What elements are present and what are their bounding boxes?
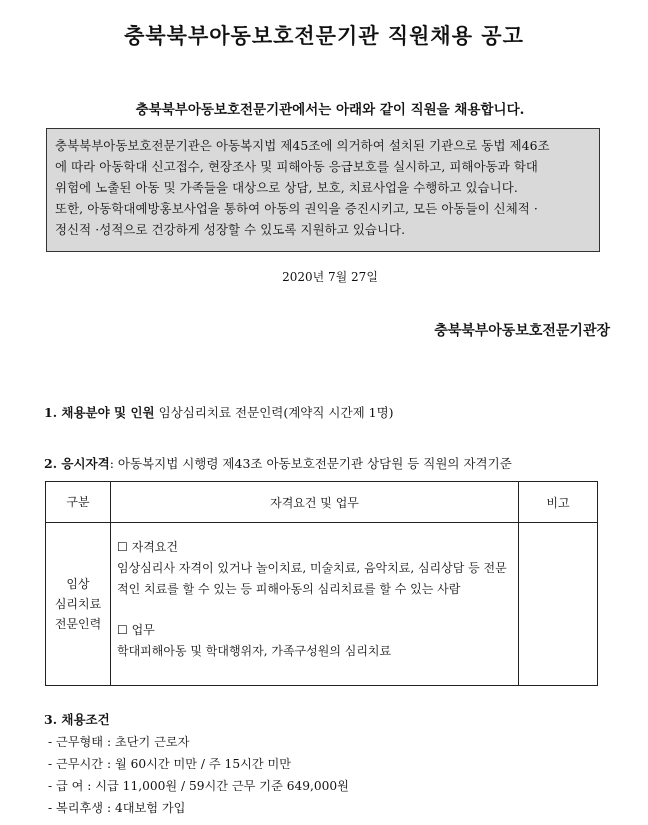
requirements-table <box>45 481 598 686</box>
intro-line: 충북북부아동보호전문기관은 아동복지법 제45조에 의거하여 설치된 기관으로 동법 제46조 <box>55 138 550 153</box>
qualification-line: 임상심리사 자격이 있거나 놀이치료, 미술치료, 음악치료, 심리상담 등 전문 <box>117 561 507 575</box>
header-category: 구분 <box>46 482 111 523</box>
category-cell <box>46 523 111 686</box>
intro-line: 또한, 아동학대예방홍보사업을 통하여 아동의 권익을 증진시키고, 모든 아동들이 신체적 · <box>55 201 538 216</box>
signer-name: 충북북부아동보호전문기관장 <box>434 323 610 339</box>
category-line: 전문인력 <box>54 617 102 631</box>
header-requirements: 자격요건 및 업무 <box>111 482 519 523</box>
section-text: : 아동복지법 시행령 제43조 아동보호전문기관 상담원 등 직원의 자격기준 <box>109 456 512 471</box>
intro-line: 위험에 노출된 아동 및 가족들을 대상으로 상담, 보호, 치료사업을 수행하고 있습니다. <box>55 180 518 195</box>
section-conditions: 3. 채용조건 <box>44 712 110 727</box>
condition-item: - 급 여 : 시급 11,000원 / 59시간 근무 기준 649,000원 <box>48 779 349 793</box>
duty-title: ☐ 업무 <box>117 623 155 637</box>
section-recruitment-field <box>44 403 394 421</box>
category-line: 임상 <box>66 577 90 591</box>
requirements-cell <box>111 523 519 686</box>
header-note: 비고 <box>519 482 598 523</box>
announcement-date: 2020년 7월 27일 <box>282 270 378 284</box>
category-line: 심리치료 <box>54 597 102 611</box>
table-header-row <box>46 482 598 523</box>
section-qualification <box>44 454 512 472</box>
intro-line: 에 따라 아동학대 신고접수, 현장조사 및 피해아동 응급보호를 실시하고, 피해아동과 학대 <box>55 159 538 174</box>
note-cell <box>519 523 598 686</box>
intro-line: 정신적 ·성적으로 건강하게 성장할 수 있도록 지원하고 있습니다. <box>55 222 406 237</box>
duty-line: 학대피해아동 및 학대행위자, 가족구성원의 심리치료 <box>117 644 392 658</box>
section-label: 2. 응시자격 <box>44 456 110 471</box>
qualification-line: 적인 치료를 할 수 있는 등 피해아동의 심리치료를 할 수 있는 사람 <box>117 582 461 596</box>
qualification-title: ☐ 자격요건 <box>117 540 178 554</box>
condition-item: - 복리후생 : 4대보험 가입 <box>48 801 186 815</box>
condition-item: - 근무시간 : 월 60시간 미만 / 주 15시간 미만 <box>48 757 292 771</box>
table-row <box>46 523 598 686</box>
condition-item: - 근무형태 : 초단기 근로자 <box>48 735 190 749</box>
announcement-subtitle: 충북북부아동보호전문기관에서는 아래와 같이 직원을 채용합니다. <box>135 102 525 118</box>
intro-box <box>46 128 600 252</box>
section-text: 임상심리치료 전문인력(계약직 시간제 1명) <box>158 405 394 420</box>
section-label: 1. 채용분야 및 인원 <box>44 405 155 420</box>
page-title: 충북북부아동보호전문기관 직원채용 공고 <box>124 23 524 48</box>
